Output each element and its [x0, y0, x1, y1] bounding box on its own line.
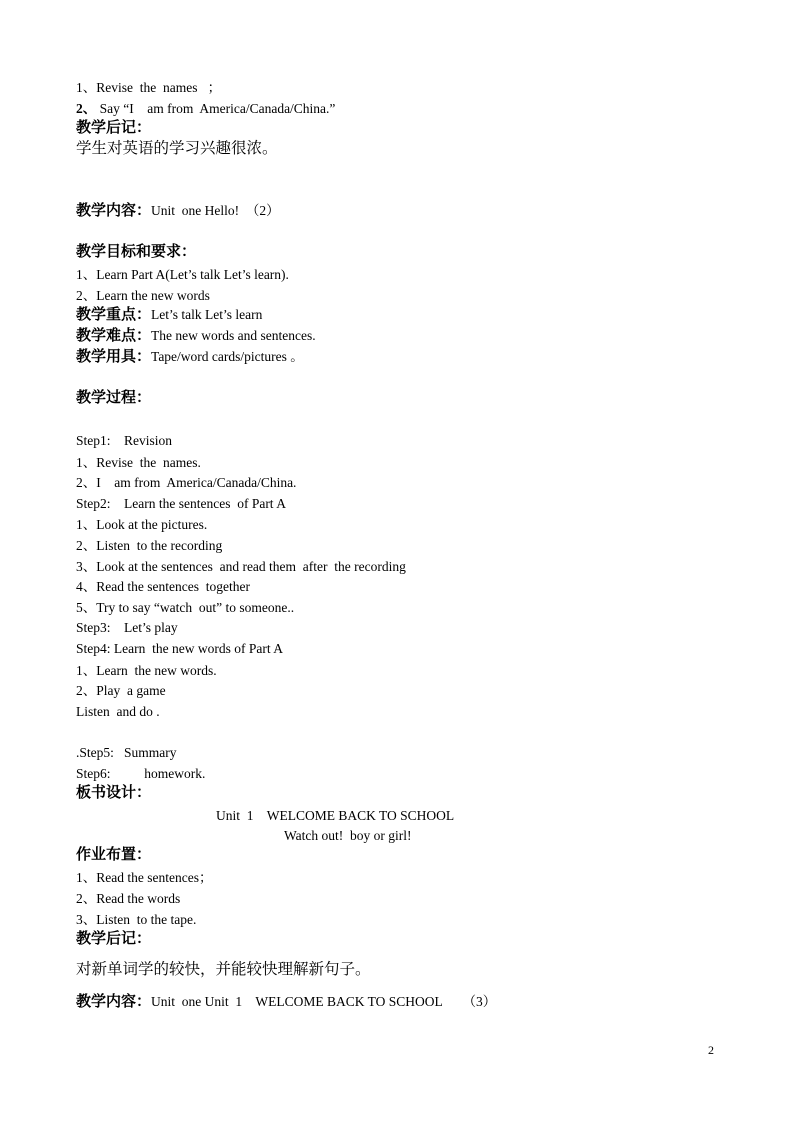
line-text: The new words and sentences. — [151, 328, 316, 343]
text-line: 2、Learn the new words — [76, 288, 210, 303]
section-heading: 教学内容： — [76, 992, 152, 1010]
line-text: Let’s talk Let’s learn — [151, 307, 263, 322]
line-text: Say “I am from America/Canada/China.” — [96, 101, 336, 116]
section-heading: 教学过程： — [76, 388, 152, 406]
text-line: Step4: Learn the new words of Part A — [76, 641, 283, 656]
text-line — [76, 202, 280, 219]
section-heading: 教学难点： — [76, 326, 152, 344]
list-number: 2、 — [76, 101, 97, 116]
section-heading: 教学重点： — [76, 305, 152, 323]
text-line — [76, 993, 496, 1010]
text-line: 学生对英语的学习兴趣很浓。 — [76, 139, 278, 157]
page-number: 2 — [708, 1043, 714, 1057]
text-line: 1、Revise the names ； — [76, 80, 222, 95]
line-text: Tape/word cards/pictures 。 — [151, 349, 304, 364]
board-design-line: Unit 1 WELCOME BACK TO SCHOOL — [216, 808, 455, 823]
text-line — [76, 100, 335, 117]
text-line: 2、Read the words — [76, 891, 181, 906]
text-line: Step6: homework. — [76, 766, 206, 781]
text-line — [76, 327, 316, 344]
section-heading: 作业布置： — [76, 845, 152, 863]
text-line — [76, 348, 304, 365]
text-line: 2、Listen to the recording — [76, 538, 223, 553]
text-line — [76, 306, 262, 323]
text-line: .Step5: Summary — [76, 745, 177, 760]
text-line: 4、Read the sentences together — [76, 579, 250, 594]
text-line: 1、Learn the new words. — [76, 663, 217, 678]
text-line: Step3: Let’s play — [76, 620, 178, 635]
section-heading: 教学用具： — [76, 347, 152, 365]
line-text: Unit one Unit 1 WELCOME BACK TO SCHOOL （3） — [151, 994, 497, 1009]
section-heading: 教学内容： — [76, 201, 152, 219]
text-line: Step1: Revision — [76, 433, 173, 448]
text-line: 1、Read the sentences； — [76, 870, 213, 885]
board-design-line: Watch out! boy or girl! — [284, 828, 412, 843]
text-line: 5、Try to say “watch out” to someone.. — [76, 600, 295, 615]
section-heading: 教学后记： — [76, 118, 152, 136]
text-line: 1、Look at the pictures. — [76, 517, 208, 532]
text-line: 对新单词学的较快，并能较快理解新句子。 — [76, 960, 371, 978]
text-line: 1、Learn Part A(Let’s talk Let’s learn). — [76, 267, 289, 282]
text-line: Listen and do . — [76, 704, 160, 719]
text-line: 2、Play a game — [76, 683, 166, 698]
text-line: 2、I am from America/Canada/China. — [76, 475, 297, 490]
section-heading: 教学后记： — [76, 929, 152, 947]
text-line: 3、Listen to the tape. — [76, 912, 197, 927]
text-line: 3、Look at the sentences and read them after the recording — [76, 559, 406, 574]
text-line: Step2: Learn the sentences of Part A — [76, 496, 286, 511]
section-heading: 板书设计： — [76, 783, 152, 801]
line-text: Unit one Hello! （2） — [151, 203, 280, 218]
section-heading: 教学目标和要求： — [76, 242, 197, 260]
text-line: 1、Revise the names. — [76, 455, 201, 470]
